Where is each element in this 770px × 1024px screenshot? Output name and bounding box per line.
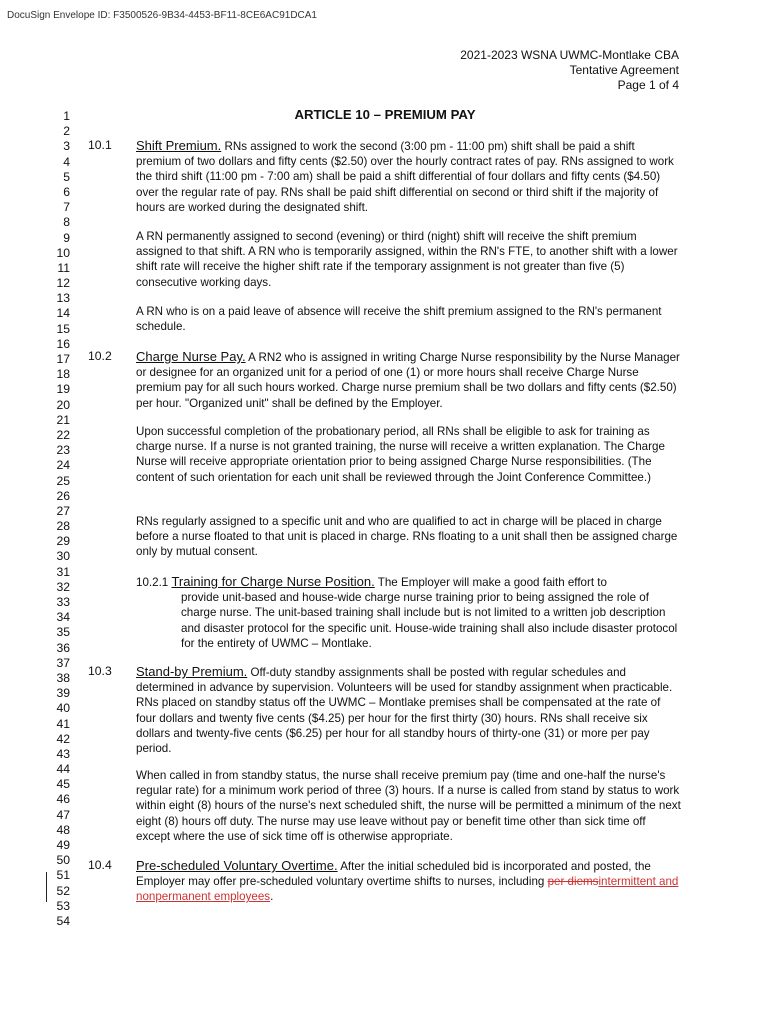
- line-number: 17: [56, 352, 70, 366]
- line-number: 12: [56, 276, 70, 291]
- line-number: 5: [63, 169, 70, 184]
- section-10-4-paragraph-1: [136, 858, 682, 905]
- line-number: 32: [56, 579, 70, 594]
- line-number: 24: [56, 458, 70, 473]
- section-10-1-paragraph-3: A RN who is on a paid leave of absence will receive the shift premium assigned to the RN's permanent schedule.: [136, 305, 662, 334]
- line-number: 13: [56, 291, 70, 306]
- line-number: 4: [63, 154, 70, 169]
- line-number: 9: [63, 230, 70, 245]
- line-number: 29: [56, 534, 70, 549]
- section-10-3-paragraph-1: [136, 664, 682, 756]
- inserted-text: intermittent and nonpermanent employees: [136, 875, 679, 904]
- line-number: 48: [56, 822, 70, 837]
- subsection-heading: Training for Charge Nurse Position.: [171, 574, 375, 589]
- revision-bar: [46, 872, 47, 902]
- envelope-id: DocuSign Envelope ID: F3500526-9B34-4453-BF11-8CE6AC91DCA1: [7, 10, 317, 21]
- line-number: 38: [56, 670, 70, 685]
- line-number: 16: [56, 336, 70, 351]
- subsection-first-line: [136, 574, 682, 590]
- section-10-1-paragraph-2: A RN permanently assigned to second (evening) or third (night) shift will receive the shift premium assigned to that shift. A RN who is temporarily assigned, within the RN's FTE, to another shift with a lower shift rate will receive the higher shift rate if the temporary assignment is not greater than five (5) consecutive working days.: [136, 230, 678, 289]
- subsection-10-2-1: [136, 574, 682, 651]
- line-number: 34: [56, 610, 70, 625]
- line-number: 33: [56, 595, 70, 609]
- line-number: 42: [56, 731, 70, 746]
- line-number: 28: [56, 519, 70, 534]
- line-number: 51: [56, 868, 70, 883]
- line-numbers: [40, 109, 70, 929]
- section-10-1-paragraph-1: [136, 138, 682, 215]
- line-number: 31: [56, 564, 70, 579]
- section-10-2-paragraph-3: RNs regularly assigned to a specific unit and who are qualified to act in charge will be placed in charge before a nurse floated to that unit is placed in charge. RNs floating to a unit shall then be assigned charge only by mutual consent.: [136, 515, 678, 559]
- line-number: 50: [56, 853, 70, 868]
- subsection-text: The Employer will make a good faith effort to: [374, 576, 607, 589]
- line-number: 44: [56, 762, 70, 777]
- line-number: 14: [56, 306, 70, 321]
- line-number: 30: [56, 549, 70, 564]
- section-heading: Shift Premium.: [136, 138, 222, 153]
- line-number: 20: [56, 397, 70, 412]
- paragraph-text: Off-duty standby assignments shall be posted with regular schedules and determined in advance by supervision. Volunteers will be used for standby assignment when practicable. RNs placed on standby status off the UWMC – Montlake premises shall be compensated at the rate of four dollars and twenty five cents ($4.25) per hour for the first thirty (30) hours. RNs shall receive six dollars and twenty-five cents ($6.25) per hour for all standby hours of thirty-one (31) or more per pay period.: [136, 666, 673, 756]
- line-number: 7: [63, 200, 70, 215]
- header-page-number: Page 1 of 4: [617, 78, 679, 92]
- line-number: 36: [56, 640, 70, 655]
- paragraph-text: After the initial scheduled bid is incorporated and posted, the Employer may offer pre-scheduled voluntary overtime shifts to nurses, including: [136, 860, 651, 889]
- line-number: 10: [56, 245, 70, 260]
- section-10-3-paragraph-2: When called in from standby status, the nurse shall receive premium pay (time and one-half the nurse's regular rate) for a minimum work period of three (3) hours. If a nurse is called from stand by status to work within eight (8) hours of the nurse's next scheduled shift, the nurse will be permitted a minimum of the next eight (8) hours off duty. The nurse may use leave without pay or benefit time other than sick time off except where the use of sick time off is otherwise appropriate.: [136, 769, 681, 843]
- line-number: 27: [56, 503, 70, 518]
- line-number: 35: [56, 625, 70, 640]
- line-number: 8: [63, 215, 70, 230]
- section-number-10-3: 10.3: [88, 664, 112, 678]
- section-heading: Charge Nurse Pay.: [136, 349, 246, 364]
- paragraph-end: .: [270, 890, 274, 904]
- line-number: 26: [56, 488, 70, 503]
- line-number: 39: [56, 686, 70, 701]
- line-number: 53: [56, 898, 70, 913]
- line-number: 15: [56, 321, 70, 336]
- line-number: 54: [56, 913, 70, 928]
- document-header: [460, 48, 679, 93]
- line-number: 21: [56, 412, 70, 427]
- section-heading: Stand-by Premium.: [136, 664, 248, 679]
- line-number: 46: [56, 792, 70, 807]
- line-number: 11: [57, 260, 70, 275]
- line-number: 37: [56, 655, 70, 670]
- section-heading: Pre-scheduled Voluntary Overtime.: [136, 858, 338, 873]
- line-number: 45: [56, 777, 70, 792]
- section-number-10-2: 10.2: [88, 349, 112, 363]
- line-number: 40: [56, 701, 70, 716]
- line-number: 41: [56, 716, 70, 731]
- line-number: 22: [56, 427, 70, 442]
- section-number-10-1: 10.1: [88, 138, 112, 152]
- section-10-2-paragraph-2: Upon successful completion of the probationary period, all RNs shall be eligible to ask for training as charge nurse. If a nurse is not granted training, the nurse will receive a written explanation. The Charge Nurse will receive appropriate orientation prior to being assigned Charge Nurse responsibilities. (The content of such orientation for each unit shall be reviewed through the Joint Conference Committee.): [136, 425, 665, 484]
- line-number: 18: [56, 367, 70, 382]
- section-number-10-4: 10.4: [88, 858, 112, 872]
- line-number: 6: [63, 184, 70, 199]
- line-number: 47: [56, 807, 70, 822]
- line-number: 49: [56, 838, 70, 852]
- line-number: 52: [56, 883, 70, 898]
- section-10-2-paragraph-1: [136, 349, 682, 411]
- line-number: 23: [56, 443, 70, 458]
- header-contract-title: 2021-2023 WSNA UWMC-Montlake CBA: [460, 48, 679, 62]
- header-agreement-status: Tentative Agreement: [569, 63, 679, 77]
- line-number: 3: [63, 139, 70, 154]
- line-number: 2: [63, 124, 70, 139]
- deleted-text: per diems: [547, 875, 599, 889]
- line-number: 25: [56, 473, 70, 488]
- paragraph-text: A RN2 who is assigned in writing Charge Nurse responsibility by the Nurse Manager or designee for an organized unit for a period of one (1) or more hours shall receive Charge Nurse premium pay for all such hours worked. Charge nurse premium shall be two dollars and fifty cents ($2.50) per hour. "Organized unit" shall be defined by the Employer.: [136, 351, 680, 410]
- line-number: 1: [63, 109, 70, 123]
- article-title: ARTICLE 10 – PREMIUM PAY: [294, 107, 476, 122]
- line-number: 43: [56, 746, 70, 761]
- paragraph-text: RNs assigned to work the second (3:00 pm - 11:00 pm) shift shall be paid a shift premium of two dollars and fifty cents ($2.50) over the hourly contract rates of pay. RNs assigned to work the third shift (11:00 pm - 7:00 am) shall be paid a shift differential of four dollars and fifty cents ($4.50) over the regular rate of pay. RNs shall be paid shift differential on second or third shift if the majority of hours are worked during the designated shift.: [136, 140, 674, 214]
- line-number: 19: [56, 382, 70, 397]
- subsection-number: 10.2.1: [136, 576, 169, 589]
- subsection-body: provide unit-based and house-wide charge nurse training prior to being assigned the role of charge nurse. The unit-based training shall include but is not limited to a written job description and disaster protocol for the specific unit. House-wide training shall also include disaster protocol for the entirety of UWMC – Montlake.: [181, 591, 678, 650]
